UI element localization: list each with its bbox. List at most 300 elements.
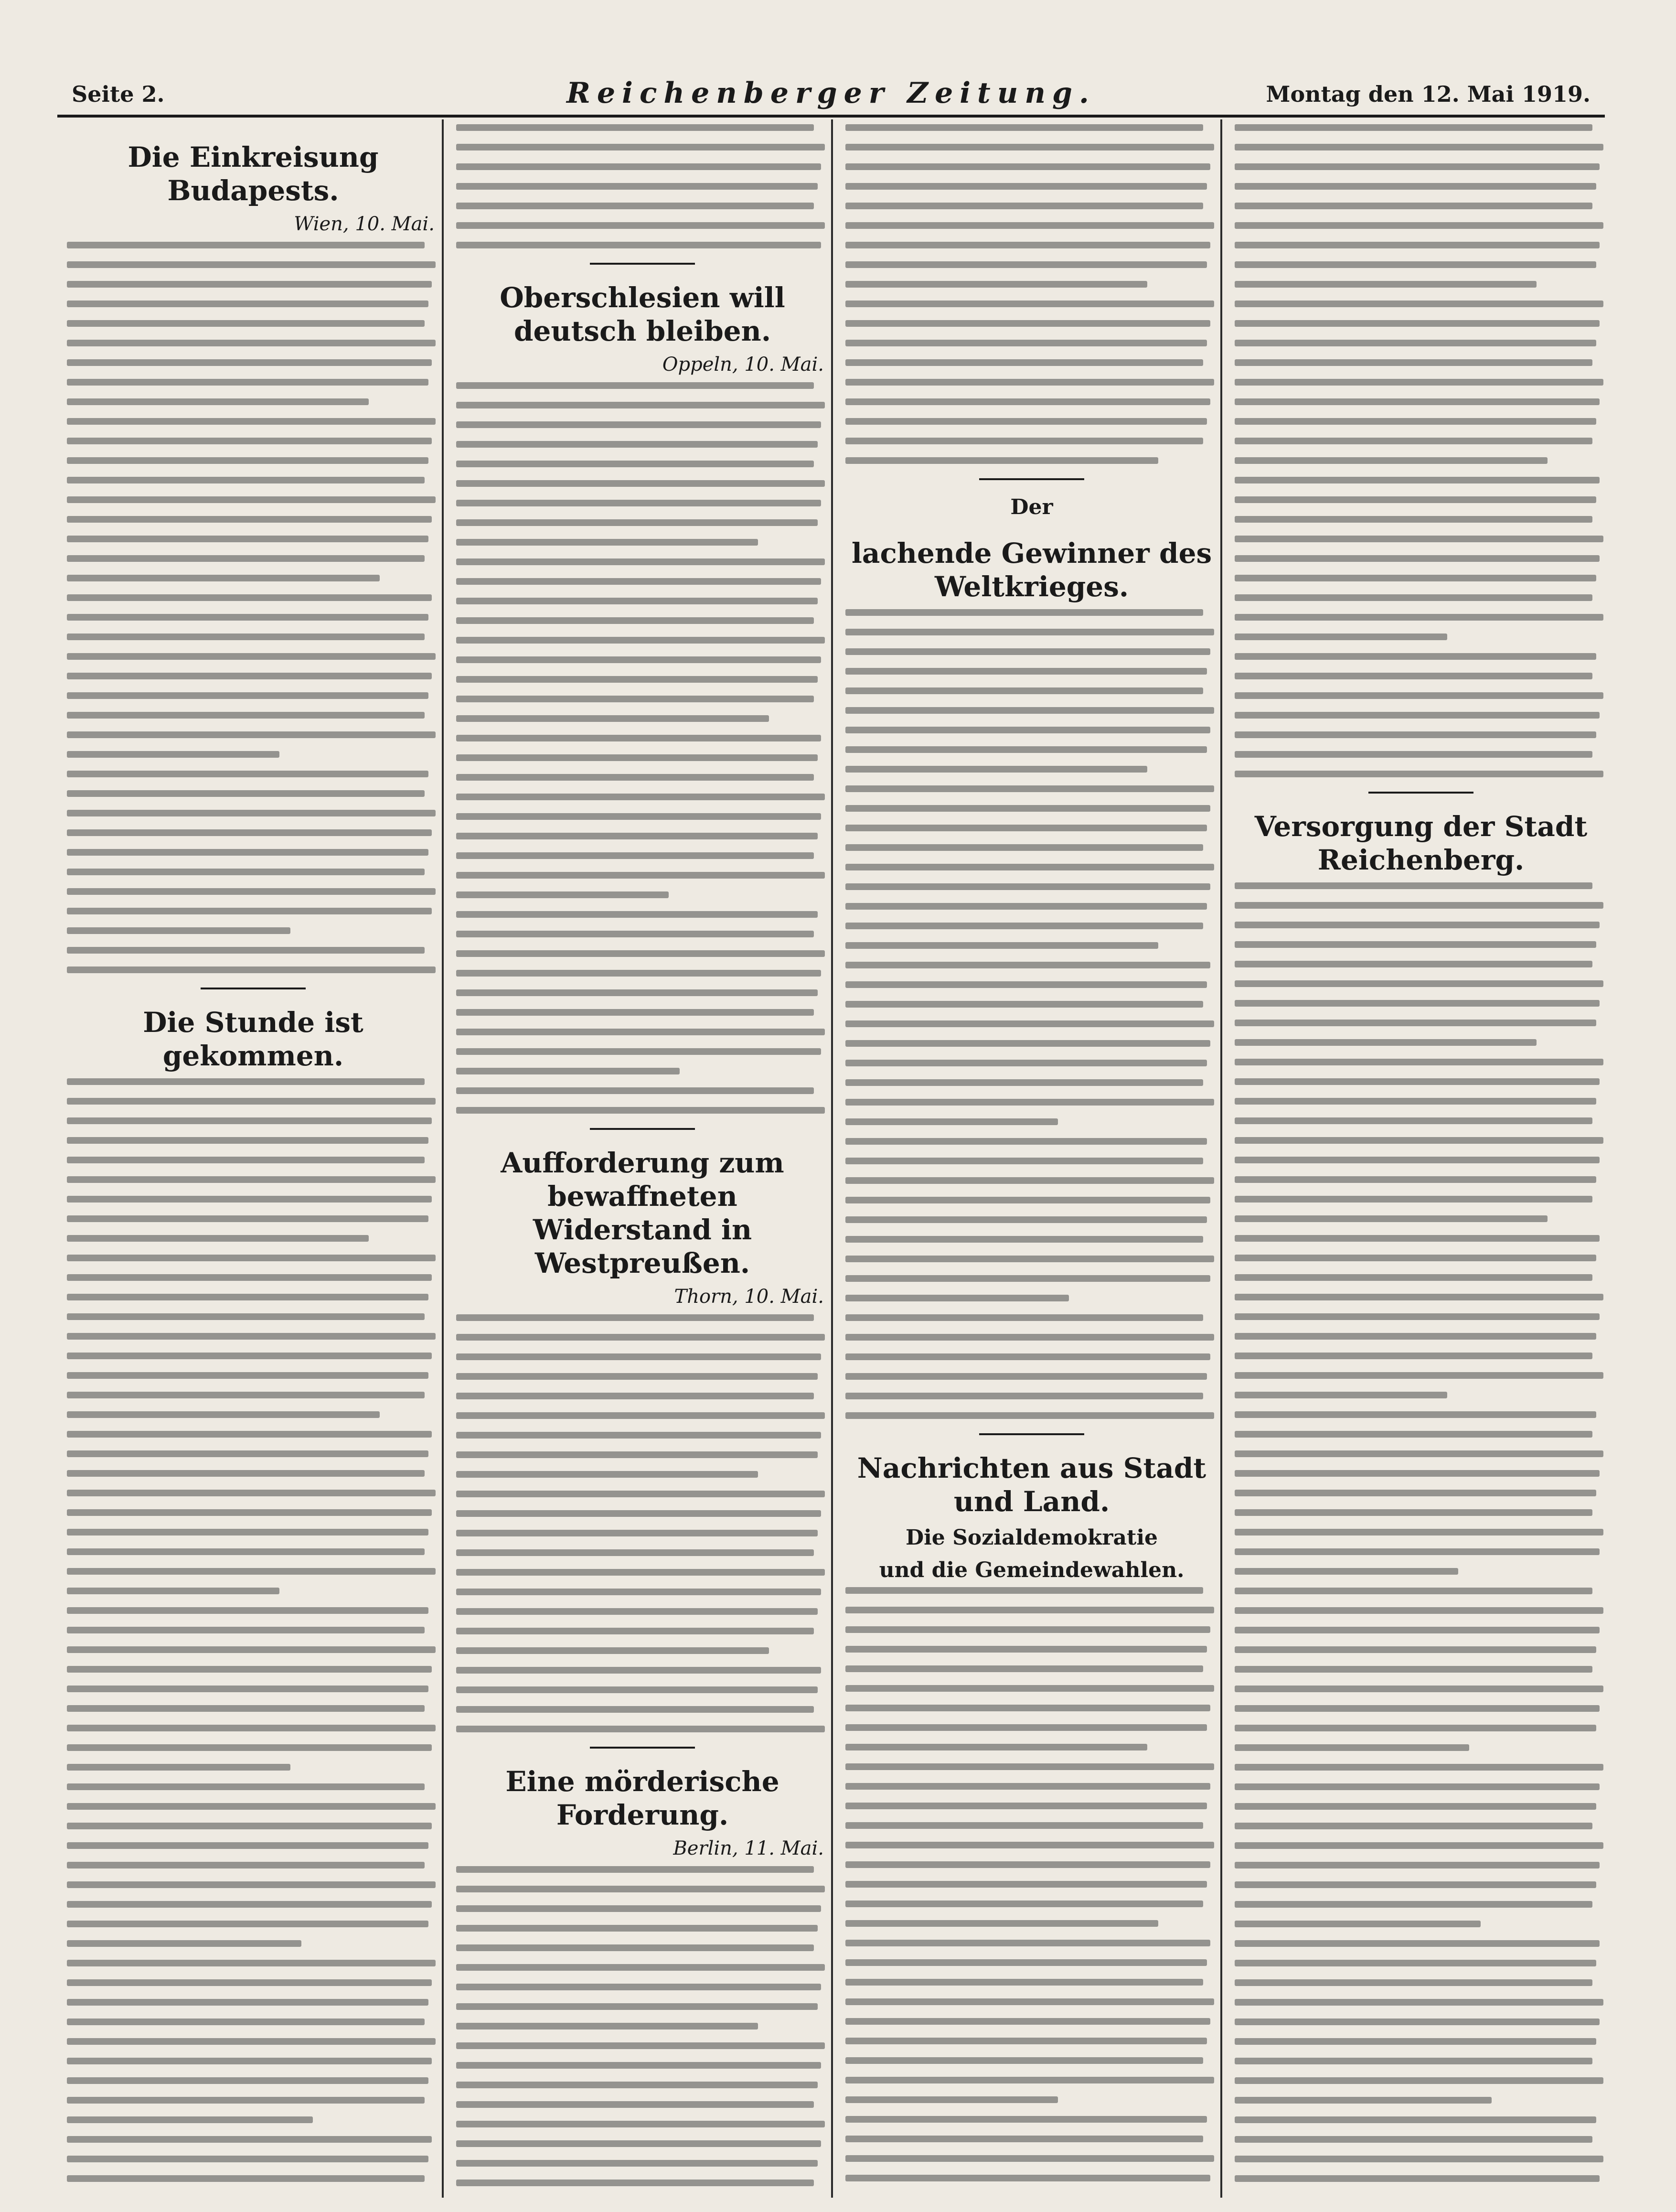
text-line	[1235, 1059, 1603, 1065]
section-divider	[590, 1128, 695, 1130]
text-line	[67, 575, 380, 581]
text-line	[845, 962, 1210, 968]
text-line	[1235, 594, 1592, 601]
text-line	[456, 1905, 821, 1912]
text-line	[845, 1724, 1207, 1731]
text-line	[67, 1999, 428, 2006]
text-line	[456, 222, 825, 229]
text-line	[1235, 2116, 1596, 2123]
article-title: Die Stunde ist gekommen.	[143, 1006, 363, 1072]
text-line	[1235, 961, 1592, 967]
text-line	[845, 1412, 1214, 1419]
text-line	[845, 668, 1207, 675]
text-line	[1235, 163, 1600, 170]
text-line	[845, 1177, 1214, 1184]
text-line	[845, 1216, 1207, 1223]
text-line	[845, 1959, 1207, 1966]
text-line	[1235, 1979, 1592, 1986]
text-line	[456, 1964, 825, 1971]
text-line	[67, 1294, 428, 1300]
text-line	[456, 1886, 825, 1892]
text-line	[456, 1048, 821, 1055]
text-line	[1235, 1862, 1600, 1868]
text-line	[1235, 922, 1600, 928]
text-line	[1235, 751, 1592, 758]
text-line	[845, 981, 1207, 988]
text-line	[67, 1725, 436, 1731]
text-line	[456, 852, 814, 859]
text-line	[67, 614, 428, 621]
text-line	[456, 1549, 814, 1556]
text-line	[67, 712, 425, 719]
text-line	[1235, 1215, 1548, 1222]
article-title: Die Einkreisung Budapests.	[128, 141, 379, 207]
text-line	[845, 727, 1210, 733]
text-line	[456, 578, 821, 585]
text-line	[456, 911, 818, 918]
article-body	[67, 242, 439, 973]
text-line	[1235, 379, 1603, 386]
text-line	[67, 1744, 432, 1751]
text-line	[1235, 1803, 1596, 1810]
text-line	[845, 825, 1207, 831]
text-line	[67, 1353, 432, 1359]
text-line	[67, 2175, 425, 2182]
text-line	[1235, 1568, 1458, 1575]
text-line	[67, 379, 428, 386]
text-line	[67, 1255, 436, 1261]
text-line	[1235, 1235, 1600, 1242]
text-line	[67, 927, 290, 934]
text-line	[845, 942, 1158, 949]
text-line	[456, 163, 821, 170]
page-number: Seite 2.	[72, 81, 165, 107]
text-line	[67, 751, 279, 758]
text-line	[1235, 1196, 1592, 1203]
text-line	[1235, 1921, 1481, 1927]
text-line	[845, 1940, 1210, 1946]
section-divider	[590, 263, 695, 265]
text-line	[845, 1822, 1203, 1829]
text-line	[456, 1334, 825, 1341]
text-line	[1235, 1000, 1600, 1007]
text-line	[1235, 1666, 1592, 1673]
text-line	[845, 2057, 1203, 2064]
text-line	[845, 261, 1207, 268]
article-body	[456, 382, 829, 1114]
text-line	[67, 1313, 425, 1320]
text-line	[845, 1001, 1203, 1008]
text-line	[845, 1998, 1214, 2005]
text-line	[67, 908, 432, 914]
text-line	[845, 163, 1210, 170]
text-line	[67, 1392, 425, 1398]
text-line	[456, 2121, 825, 2127]
text-line	[456, 1393, 814, 1399]
text-line	[1235, 1411, 1596, 1418]
text-line	[67, 869, 425, 875]
text-line	[1235, 1392, 1447, 1398]
text-line	[1235, 359, 1592, 366]
text-line	[845, 1646, 1207, 1653]
text-line	[1235, 438, 1592, 444]
text-line	[456, 539, 758, 546]
text-line	[1235, 1607, 1603, 1614]
text-line	[1235, 1823, 1592, 1829]
text-line	[1235, 1255, 1596, 1261]
text-line	[1235, 771, 1603, 777]
text-line	[1235, 575, 1596, 581]
text-line	[456, 2062, 821, 2069]
text-line	[1235, 1764, 1603, 1771]
text-line	[67, 496, 436, 503]
text-line	[67, 2136, 432, 2143]
text-line	[456, 1029, 825, 1035]
text-line	[1235, 1509, 1592, 1516]
text-line	[1235, 1157, 1600, 1163]
article-subtitle: Die Sozialdemokratie	[905, 1525, 1158, 1550]
text-line	[845, 1079, 1203, 1086]
text-line	[456, 989, 818, 996]
text-line	[67, 1979, 432, 1986]
text-line	[1235, 1117, 1592, 1124]
text-line	[845, 1607, 1214, 1613]
text-line	[1235, 124, 1592, 131]
text-line	[845, 609, 1203, 616]
text-line	[67, 359, 432, 366]
text-line	[1235, 1294, 1603, 1300]
section-title: Nachrichten aus Stadt und Land.	[857, 1452, 1206, 1518]
text-line	[1235, 1881, 1596, 1888]
text-line	[456, 2140, 821, 2147]
article-dateline: Oppeln, 10. Mai.	[662, 354, 824, 376]
column-2	[456, 124, 829, 2193]
text-line	[67, 1921, 428, 1927]
text-line	[67, 1490, 436, 1496]
text-line	[67, 1764, 290, 1771]
article-body	[845, 609, 1218, 1419]
text-line	[845, 2096, 1058, 2103]
text-line	[845, 1685, 1214, 1692]
text-line	[845, 1763, 1214, 1770]
text-line	[67, 888, 436, 895]
text-line	[67, 1411, 380, 1418]
text-line	[1235, 2019, 1600, 2025]
text-line	[67, 1627, 425, 1633]
text-line	[845, 1783, 1210, 1790]
text-line	[1235, 1783, 1600, 1790]
text-line	[67, 320, 425, 327]
text-line	[456, 1491, 825, 1497]
text-line	[1235, 1940, 1600, 1947]
text-line	[845, 1901, 1203, 1907]
text-line	[456, 598, 818, 604]
text-line	[67, 594, 432, 601]
text-line	[67, 438, 432, 444]
text-line	[1235, 1960, 1596, 1966]
text-line	[456, 1686, 818, 1693]
text-line	[456, 735, 821, 741]
text-line	[456, 1866, 814, 1873]
text-line	[67, 771, 428, 777]
text-line	[456, 637, 825, 644]
text-line	[67, 1881, 436, 1888]
text-line	[456, 794, 825, 800]
text-line	[67, 2097, 425, 2104]
article-title-prefix: Der	[1010, 495, 1053, 519]
section-divider	[979, 478, 1084, 480]
text-line	[67, 1333, 436, 1340]
text-line	[845, 281, 1147, 288]
section-divider	[201, 988, 306, 989]
text-line	[67, 418, 436, 425]
text-line	[1235, 1588, 1592, 1594]
text-line	[67, 692, 428, 699]
text-line	[845, 2038, 1207, 2044]
text-line	[1235, 516, 1592, 523]
section-divider	[979, 1433, 1084, 1435]
text-line	[1235, 281, 1537, 288]
text-line	[67, 516, 432, 523]
section-divider	[590, 1747, 695, 1749]
text-line	[845, 1744, 1147, 1750]
text-line	[67, 1450, 428, 1457]
text-line	[845, 687, 1203, 694]
text-line	[1235, 1274, 1592, 1281]
text-line	[1235, 555, 1600, 562]
text-line	[67, 1705, 425, 1712]
text-line	[845, 2136, 1203, 2142]
text-line	[1235, 1431, 1592, 1438]
text-line	[845, 1118, 1058, 1125]
text-line	[67, 340, 436, 346]
text-line	[67, 1803, 436, 1810]
text-line	[456, 1647, 769, 1654]
text-line	[456, 1353, 821, 1360]
text-line	[845, 2116, 1207, 2123]
newspaper-title: Reichenberger Zeitung.	[566, 76, 1096, 110]
text-line	[67, 261, 436, 268]
text-line	[1235, 2077, 1603, 2084]
text-line	[456, 774, 814, 781]
text-line	[1235, 1725, 1596, 1731]
text-line	[456, 617, 814, 624]
text-line	[456, 872, 825, 879]
text-line	[456, 1087, 814, 1094]
text-line	[845, 1665, 1203, 1672]
article-body	[456, 1314, 829, 1732]
text-line	[67, 1783, 425, 1790]
text-line	[67, 1215, 428, 1222]
text-line	[845, 1020, 1214, 1027]
text-line	[845, 379, 1214, 386]
text-line	[67, 1078, 425, 1085]
text-line	[1235, 1176, 1596, 1183]
text-line	[1235, 1470, 1600, 1477]
text-line	[1235, 261, 1596, 268]
text-line	[456, 1706, 814, 1713]
text-line	[67, 536, 428, 542]
text-line	[456, 1530, 818, 1536]
text-line	[1235, 1548, 1600, 1555]
masthead	[57, 72, 1605, 118]
text-line	[845, 1587, 1203, 1594]
text-line	[67, 829, 432, 836]
text-line	[845, 222, 1214, 229]
text-line	[67, 2156, 428, 2162]
text-line	[67, 1274, 432, 1281]
text-line	[67, 1940, 301, 1947]
text-line	[845, 359, 1203, 366]
text-line	[67, 1117, 432, 1124]
text-line	[1235, 1353, 1592, 1359]
text-line	[1235, 222, 1603, 229]
text-line	[67, 1372, 428, 1379]
text-line	[67, 2058, 432, 2064]
text-line	[845, 766, 1147, 773]
text-line	[845, 1373, 1207, 1380]
text-line	[1235, 1999, 1603, 2006]
column-divider	[831, 119, 833, 2198]
text-line	[456, 2160, 818, 2167]
text-line	[845, 2155, 1214, 2162]
text-line	[1235, 183, 1596, 190]
text-line	[456, 931, 814, 937]
text-line	[67, 947, 425, 954]
text-line	[456, 402, 825, 408]
text-line	[67, 810, 436, 816]
text-line	[456, 441, 818, 448]
text-line	[1235, 1646, 1596, 1653]
text-line	[1235, 882, 1592, 889]
text-line	[67, 1098, 436, 1105]
article-title: lachende Gewinner des Weltkrieges.	[851, 537, 1212, 603]
text-line	[456, 382, 814, 389]
text-line	[67, 1137, 428, 1144]
text-line	[67, 1568, 436, 1575]
text-line	[1235, 673, 1592, 679]
text-line	[67, 1196, 432, 1203]
text-line	[845, 1256, 1214, 1262]
text-line	[845, 2077, 1214, 2083]
text-line	[1235, 301, 1603, 307]
text-line	[67, 1646, 436, 1653]
text-line	[845, 2018, 1210, 2025]
text-line	[1235, 457, 1548, 464]
text-line	[67, 849, 428, 856]
text-line	[845, 1295, 1069, 1301]
text-line	[67, 634, 425, 640]
article-body	[456, 1866, 829, 2193]
text-line	[67, 1607, 428, 1614]
text-line	[845, 707, 1214, 714]
text-line	[845, 805, 1210, 812]
text-line	[845, 903, 1207, 910]
text-line	[67, 1588, 279, 1594]
text-line	[845, 1881, 1207, 1888]
text-line	[67, 477, 425, 483]
article-subtitle: und die Gemeindewahlen.	[879, 1558, 1185, 1582]
text-line	[1235, 320, 1600, 327]
text-line	[1235, 477, 1600, 483]
text-line	[845, 1314, 1203, 1321]
text-line	[456, 558, 825, 565]
text-line	[67, 242, 425, 248]
text-line	[456, 1373, 818, 1380]
text-line	[1235, 653, 1596, 660]
text-line	[1235, 2097, 1492, 2104]
section-divider	[1368, 792, 1473, 794]
text-line	[1235, 902, 1603, 909]
text-line	[456, 656, 821, 663]
text-line	[1235, 1333, 1596, 1340]
text-line	[456, 1451, 818, 1458]
text-line	[845, 864, 1214, 870]
text-line	[1235, 1490, 1596, 1496]
article-body	[845, 1587, 1218, 2193]
text-line	[456, 676, 818, 683]
text-line	[67, 2116, 313, 2123]
text-line	[67, 1842, 428, 1849]
text-line	[456, 124, 814, 131]
text-line	[67, 1666, 432, 1673]
text-line	[845, 1705, 1210, 1711]
text-line	[1235, 1901, 1592, 1908]
text-line	[456, 1510, 821, 1517]
text-line	[67, 555, 425, 562]
text-line	[67, 1470, 425, 1477]
text-line	[456, 421, 821, 428]
text-line	[456, 2082, 818, 2088]
column-divider	[1220, 119, 1222, 2198]
text-line	[845, 1158, 1203, 1164]
text-line	[67, 790, 425, 797]
text-line	[845, 1861, 1210, 1868]
text-line	[1235, 340, 1596, 346]
text-line	[1235, 712, 1600, 719]
text-line	[845, 418, 1207, 425]
text-line	[67, 398, 369, 405]
text-line	[67, 1901, 432, 1908]
text-line	[67, 2077, 428, 2084]
text-line	[456, 1412, 825, 1419]
article-title: Aufforderung zum bewaffneten Widerstand in Westpreußen.	[501, 1147, 784, 1279]
text-line	[845, 340, 1207, 346]
article-title: Eine mörderische Forderung.	[505, 1765, 779, 1831]
article-body	[456, 124, 829, 248]
text-line	[67, 1157, 425, 1163]
text-line	[845, 1920, 1158, 1927]
text-line	[1235, 1137, 1603, 1144]
text-line	[845, 183, 1207, 190]
text-line	[456, 2023, 758, 2029]
text-line	[845, 203, 1203, 209]
text-line	[845, 785, 1214, 792]
text-line	[1235, 242, 1600, 248]
text-line	[1235, 1529, 1603, 1536]
text-line	[1235, 203, 1592, 209]
text-line	[845, 844, 1203, 851]
column-4	[1235, 124, 1607, 2193]
text-line	[1235, 398, 1600, 405]
text-line	[67, 2038, 436, 2045]
text-line	[67, 966, 436, 973]
text-line	[456, 500, 821, 506]
article-dateline: Wien, 10. Mai.	[294, 213, 435, 235]
text-line	[845, 320, 1210, 327]
text-line	[456, 1432, 821, 1439]
text-line	[1235, 1020, 1596, 1026]
